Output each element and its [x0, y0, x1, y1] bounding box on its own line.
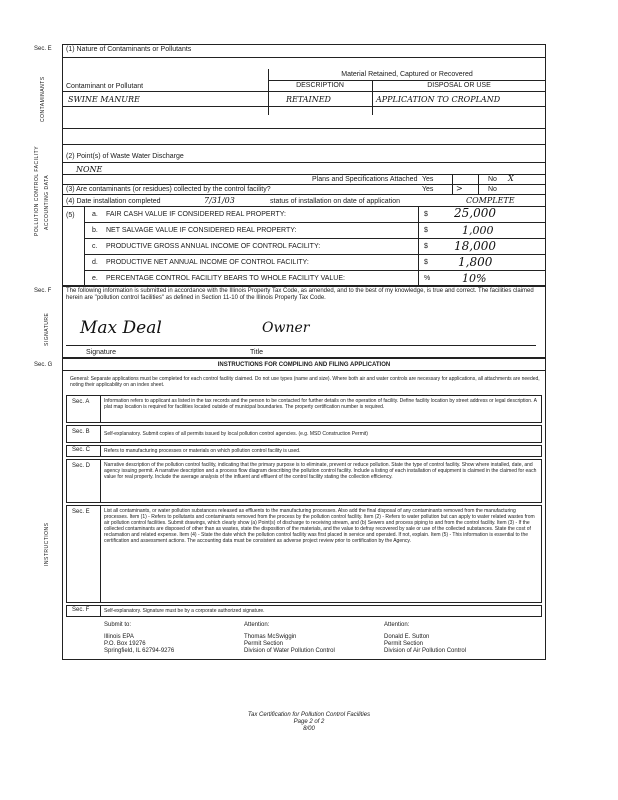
item2-value: NONE: [76, 165, 103, 174]
instr-sec-c-text: Refers to manufacturing processes or materials on which pollution control facility is used.: [104, 448, 301, 454]
col-disposal-header: DISPOSAL OR USE: [427, 82, 491, 89]
instructions-heading: INSTRUCTIONS FOR COMPILING AND FILING APPLICATION: [217, 362, 391, 368]
plans-no-mark: X: [508, 174, 514, 183]
row1-disposal: APPLICATION TO CROPLAND: [376, 95, 501, 104]
item1-label: (1) Nature of Contaminants or Pollutants: [66, 46, 192, 53]
row-d: d. PRODUCTIVE NET ANNUAL INCOME OF CONTROL FACILITY: $ 1,800: [92, 255, 493, 269]
footer: [0, 712, 618, 733]
instr-sec-b-label: Sec. B: [72, 429, 90, 435]
instr-sec-f-text: Self-explanatory. Signature must be by a corporate authorized signature.: [104, 608, 265, 614]
sec-e-side-label-3: ACCOUNTING DATA: [44, 174, 50, 230]
item3-no: No: [488, 186, 497, 193]
row-a: a. FAIR CASH VALUE IF CONSIDERED REAL PROPERTY: $ 25,000: [92, 206, 496, 220]
address-air-division: Donald E. Sutton Permit Section Division of Air Pollution Control: [384, 634, 467, 654]
accounting-rows: [84, 206, 546, 286]
signature-label: Signature: [86, 349, 116, 356]
row1-description: RETAINED: [286, 95, 331, 104]
item4-label: (4) Date installation completed: [66, 198, 161, 205]
sec-g-side-label: INSTRUCTIONS: [44, 522, 50, 566]
row1-contaminant: SWINE MANURE: [68, 95, 140, 104]
attention2-label: Attention:: [384, 622, 410, 628]
submit-to-label: Submit to:: [104, 622, 132, 628]
address-water-division: Thomas McSwiggin Permit Section Division of Water Pollution Control: [244, 634, 335, 654]
instr-sec-c-label: Sec. C: [72, 447, 91, 453]
signature-value: Max Deal: [80, 318, 162, 338]
item3-mark: >: [456, 184, 463, 193]
instr-sec-d-label: Sec. D: [72, 463, 91, 469]
col-contaminant-header: Contaminant or Pollutant: [66, 83, 144, 90]
item5-label: (5): [66, 212, 75, 219]
item4-status-label: status of installation on date of application: [270, 198, 400, 205]
item4-date: 7/31/03: [204, 196, 235, 205]
sec-g-label: Sec. G: [34, 362, 53, 368]
footer-title: Tax Certification for Pollution Control Facilities: [247, 712, 371, 718]
plans-label: Plans and Specifications Attached: [312, 176, 418, 183]
item2-label: (2) Point(s) of Waste Water Discharge: [66, 153, 184, 160]
item3-label: (3) Are contaminants (or residues) collected by the control facility?: [66, 186, 271, 193]
col-description-header: DESCRIPTION: [296, 82, 344, 89]
instr-sec-a-label: Sec. A: [72, 399, 90, 405]
plans-no: No: [488, 176, 497, 183]
title-label: Title: [250, 349, 263, 356]
item4-status-value: COMPLETE: [466, 196, 515, 205]
sec-e-side-label-1: CONTAMINANTS: [40, 76, 46, 122]
title-value: Owner: [262, 320, 310, 336]
address-illinois-epa: Illinois EPA P.O. Box 19276 Springfield, IL 62794-9276: [104, 634, 175, 654]
plans-yes: Yes: [422, 176, 434, 183]
row-e: e. PERCENTAGE CONTROL FACILITY BEARS TO WHOLE FACILITY VALUE: % 10%: [92, 272, 487, 285]
sec-f-side-label: SIGNATURE: [44, 312, 50, 346]
instr-sec-a-text: Information refers to applicant as listed in the tax records and the person to be contacted for further details on the operation of facility. Define facility location by street address or legal description. A plat map location is required for facilities located outside of municipal boundaries. The property certification number is required.: [104, 398, 537, 410]
item3-yes: Yes: [422, 186, 434, 193]
instr-sec-b-text: Self-explanatory. Submit copies of all permits issued by local pollution control agencies. (e.g. MSD Construction Permit): [104, 431, 368, 437]
row-b: b. NET SALVAGE VALUE IF CONSIDERED REAL PROPERTY: $ 1,000: [92, 224, 494, 237]
material-header: Material Retained, Captured or Recovered: [341, 71, 473, 78]
row-c: c. PRODUCTIVE GROSS ANNUAL INCOME OF CONTROL FACILITY: $ 18,000: [92, 239, 496, 253]
sec-e-label: Sec. E: [34, 46, 52, 52]
instr-sec-f-label: Sec. F: [72, 607, 90, 613]
attention1-label: Attention:: [244, 622, 270, 628]
footer-date: 8/00: [303, 726, 315, 732]
sec-f-label: Sec. F: [34, 288, 52, 294]
instr-sec-d-text: Narrative description of the pollution control facility, indicating that the primary purpose is to eliminate, prevent or reduce pollution. State the type of control facility. Show where installed, date, and agency issuing permit. A narrative description and a process flow diagram describing the pollution control facility. Include a listing of each installation of equipment is claimed in the claimed for each value for real property. Include the average analysis of the influent and effluent of the control facility stating the collection efficiency.: [104, 462, 537, 480]
footer-page: Page 2 of 2: [293, 719, 325, 725]
instr-sec-e-label: Sec. E: [72, 509, 90, 515]
sec-f-text: The following information is submitted in accordance with the Illinois Property Tax Code, as amended, and to the best of my knowledge, is true and correct. The facilities claimed herein are "pollution control facilities" as defined in Section 11-10 of the Illinois Property Tax Code.: [66, 288, 534, 301]
instr-sec-e-text: List all contaminants, or water pollution substances released as effluents to the manufacturing processes. Also add the final disposal of any contaminants removed from the manufacturing processes. Item (1) - Refers to pollutants and contaminants removed from the process by the pollution control facility. Item (2) - Refers to water pollution but can apply to water related wastes from air pollution control facilities. Submit drawings, which clearly show (a) Point(s) of discharge to receiving stream, and (b) Sewers and process piping to and from the control facility. Item (3) - If the collected contaminants are disposed of other than as wastes, state the disposition of the materials, and the value to defray recovered by sale or use of the collected substances. State the cost of reclamation and related expense. Item (4) - State the date which the pollution control facility was first placed in service and operated. If not, explain. Item (5) - This information is essential to the certification and assessment actions. The accounting data must be consistent as adverse project review prior to certification by the Agency.: [104, 508, 535, 544]
sec-e-side-label-2: POLLUTION CONTROL FACILITY: [34, 145, 40, 236]
instructions-general: General: Separate applications must be completed for each control facility claimed. Do not use types (name and size). Where both air and water controls are necessary for applications, all attachments are needed, noting their applicability on an index sheet.: [70, 376, 540, 388]
